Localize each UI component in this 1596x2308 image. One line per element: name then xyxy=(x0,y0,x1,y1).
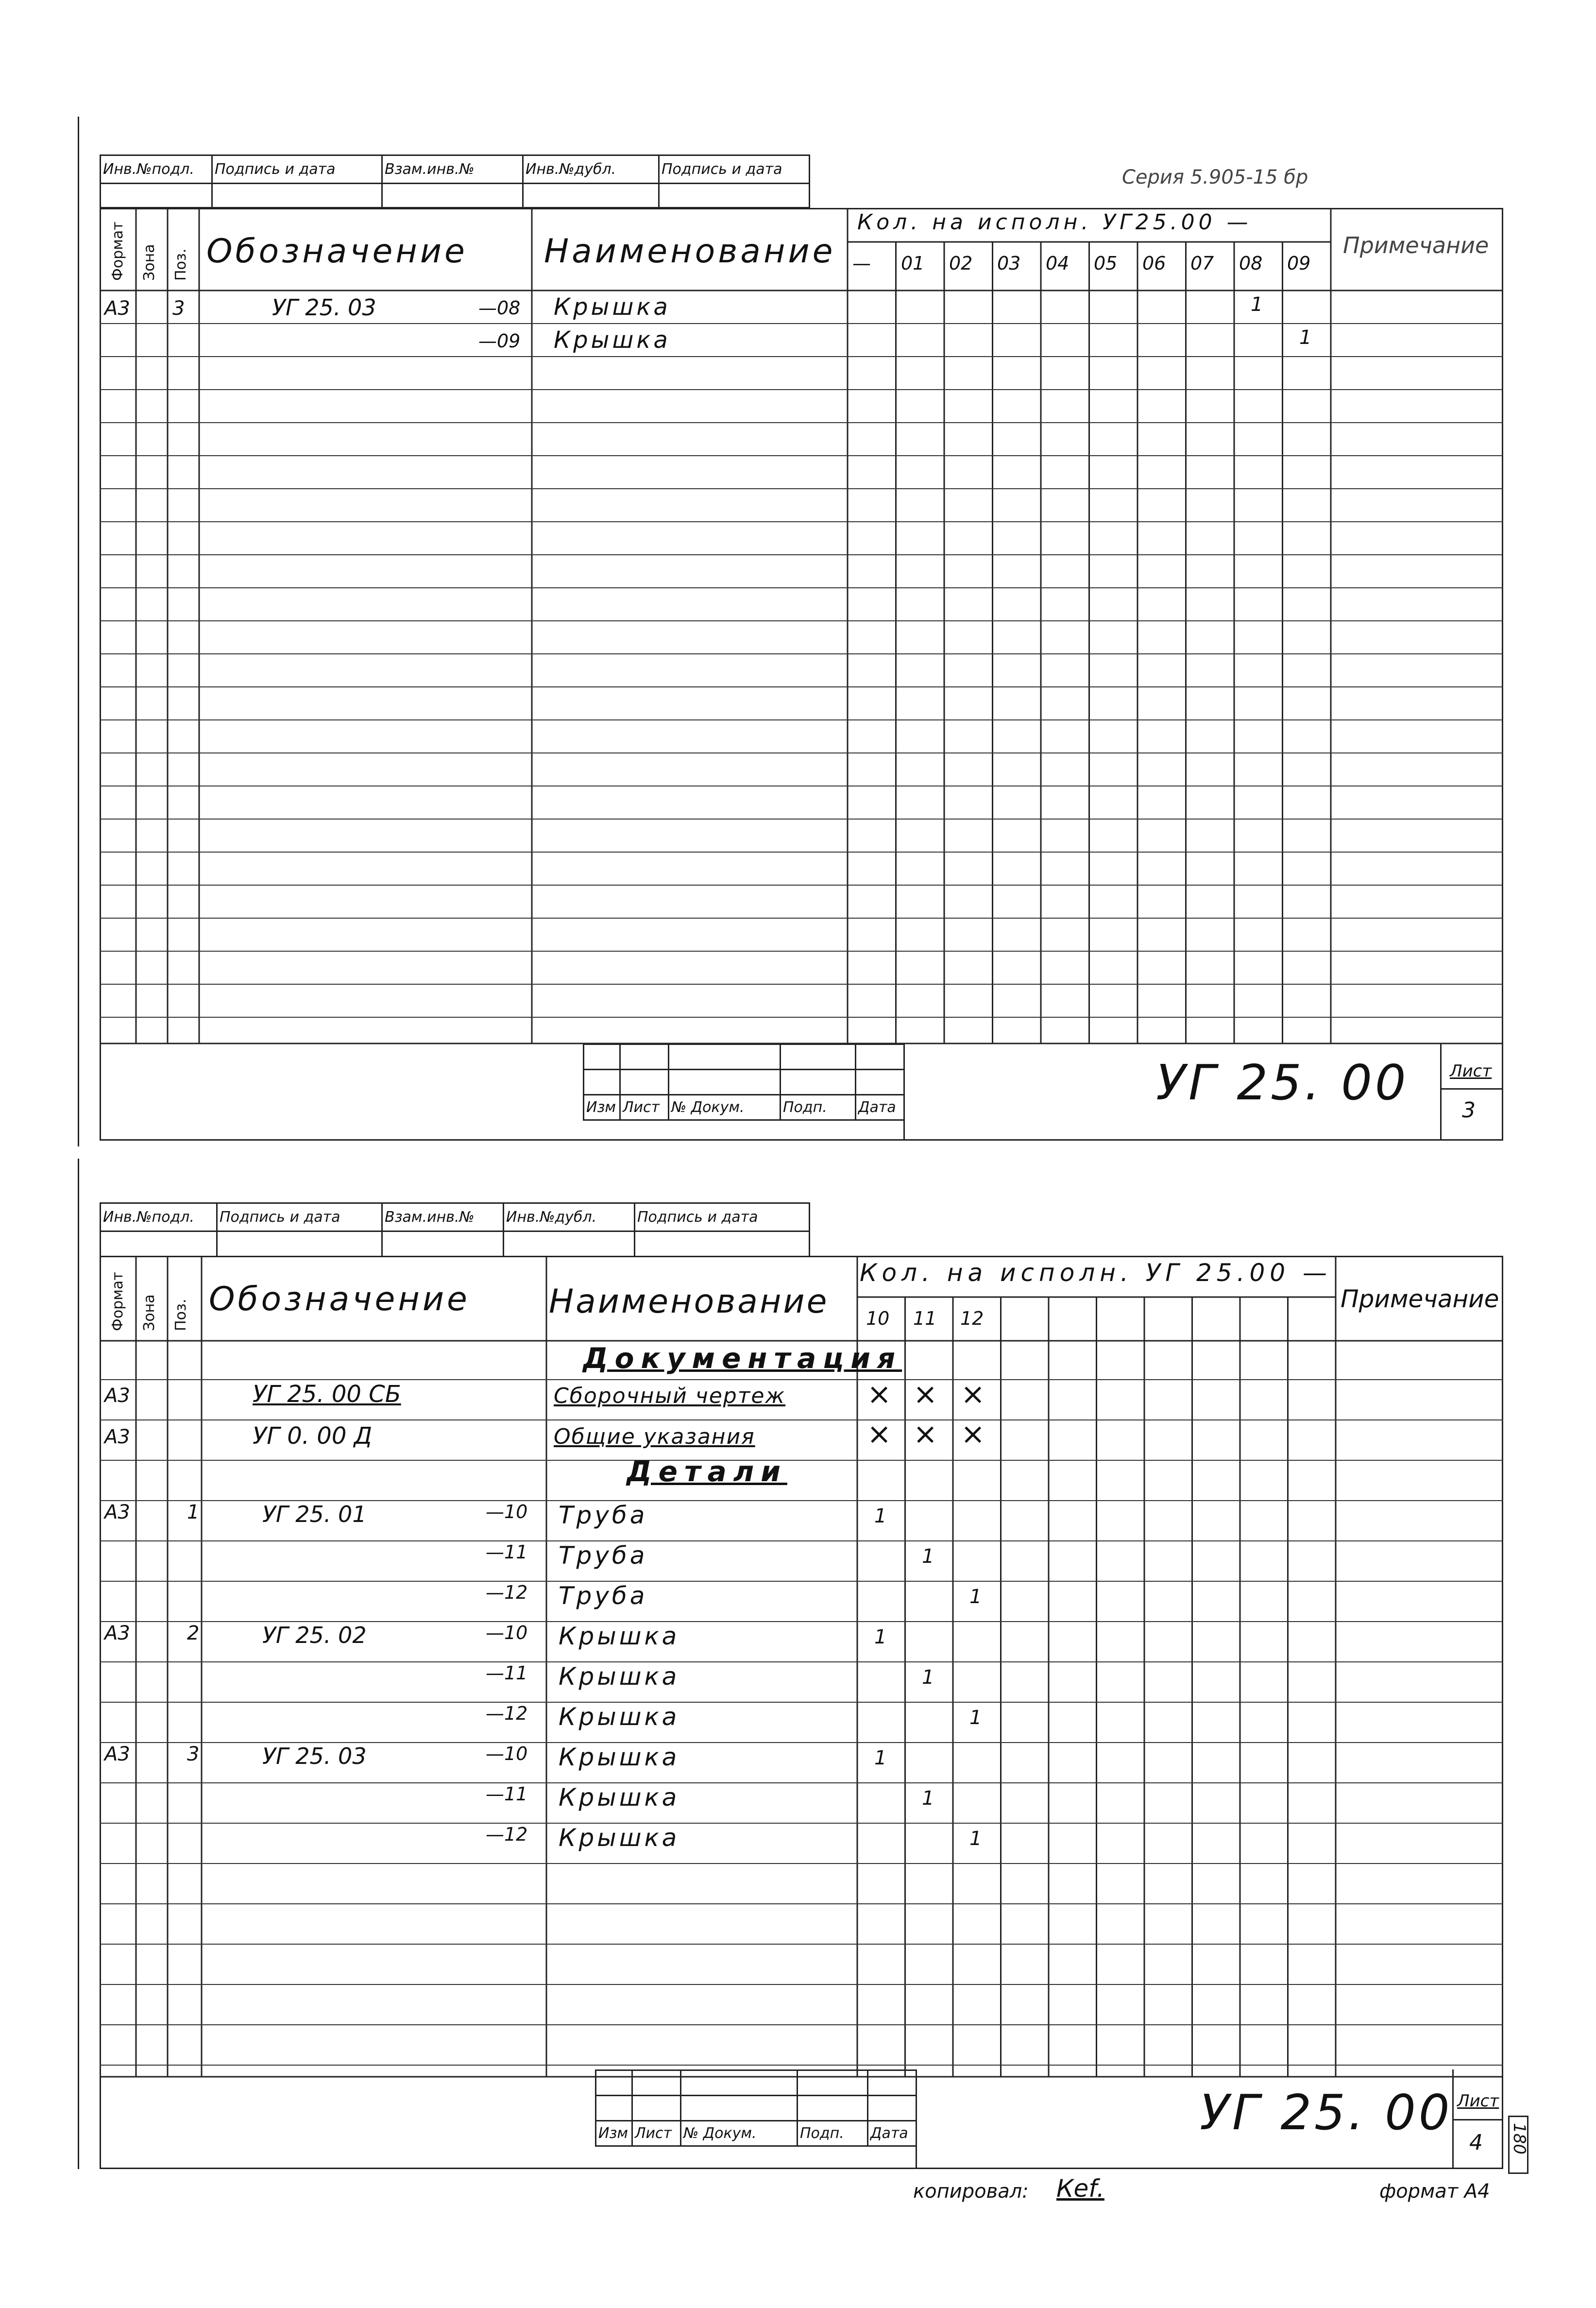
part-row-name: Крышка xyxy=(559,1743,680,1771)
sheet3-variant-2: 02 xyxy=(949,253,973,274)
stamp-dup-inv: Инв.№дубл. xyxy=(523,155,659,184)
stamp4-inv-no: Инв.№подл. xyxy=(101,1203,217,1231)
sheet3-row2-name: Крышка xyxy=(554,326,671,354)
sheet3-col-zone: Зона xyxy=(141,244,158,281)
sheet4-section-parts: Детали xyxy=(627,1455,787,1488)
stamp-sign-date: Подпись и дата xyxy=(212,155,382,184)
sheet4-section-docs: Документация xyxy=(583,1342,902,1375)
part-row-variant: —12 xyxy=(486,1582,528,1603)
part-row-format: А3 xyxy=(104,1743,130,1765)
sheet3-grid xyxy=(100,208,1503,1141)
sheet4-doc1-name: Сборочный чертеж xyxy=(554,1384,786,1408)
tb3-sheet: Лист xyxy=(620,1095,669,1120)
sheet4-sheet-label: Лист xyxy=(1457,2091,1499,2111)
sheet3-col-name: Наименование xyxy=(544,232,836,271)
sheet4-col-format: Формат xyxy=(109,1272,126,1331)
sheet3-col-format: Формат xyxy=(109,222,126,281)
part-row-name: Крышка xyxy=(559,1622,680,1650)
part-row-format: А3 xyxy=(104,1622,130,1644)
sheet3-sheet-number: 3 xyxy=(1462,1098,1476,1123)
sheet3-col-pos: Поз. xyxy=(172,248,189,281)
part-row-qty: 1 xyxy=(874,1747,887,1769)
sheet3-archive-stamp xyxy=(100,154,810,208)
stamp4-dup-inv: Инв.№дубл. xyxy=(504,1203,635,1231)
sheet3-variant-6: 06 xyxy=(1142,253,1166,274)
part-row-variant: —10 xyxy=(486,1622,528,1643)
sheet4-col-pos: Поз. xyxy=(172,1299,189,1331)
side-number: 180 xyxy=(1510,2123,1529,2154)
sheet4-doc-code: УГ 25. 00 xyxy=(1200,2084,1453,2141)
part-row-variant: —10 xyxy=(486,1501,528,1522)
sheet3-col-note: Примечание xyxy=(1343,232,1489,258)
tb4-date: Дата xyxy=(868,2121,917,2146)
sheet3-row1-name: Крышка xyxy=(554,293,671,321)
sheet4-doc2-mark-11: × xyxy=(913,1417,938,1451)
part-row-pos: 1 xyxy=(187,1501,200,1523)
stamp4-sign-date: Подпись и дата xyxy=(217,1203,382,1231)
sheet4-doc2-mark-10: × xyxy=(867,1417,892,1451)
footer-copied-signature: Кеf. xyxy=(1056,2174,1104,2203)
part-row-variant: —12 xyxy=(486,1824,528,1845)
sheet4-doc1-mark-11: × xyxy=(913,1377,938,1411)
sheet4-title-block-table xyxy=(595,2069,917,2147)
sheet3-variant-0: — xyxy=(852,253,871,274)
sheet4-doc2-name: Общие указания xyxy=(554,1424,755,1449)
part-row-variant: —11 xyxy=(486,1662,528,1684)
sheet4-variant-11: 11 xyxy=(913,1308,937,1329)
sheet3-row1-format: А3 xyxy=(104,297,130,320)
sheet4-archive-stamp xyxy=(100,1202,810,1257)
sheet4-doc2-code: УГ 0. 00 Д xyxy=(253,1422,373,1450)
part-row-qty: 1 xyxy=(922,1545,934,1568)
tb3-date: Дата xyxy=(856,1095,904,1120)
sheet3-variant-5: 05 xyxy=(1094,253,1118,274)
part-row-pos: 2 xyxy=(187,1622,200,1644)
sheet3-row2-variant: —09 xyxy=(478,330,521,352)
sheet3-row1-code: УГ 25. 03 xyxy=(272,294,376,321)
part-row-code: УГ 25. 02 xyxy=(262,1622,367,1648)
sheet4-col-designation: Обозначение xyxy=(209,1280,470,1318)
sheet3-qty-title: Кол. на исполн. УГ25.00 — xyxy=(857,210,1252,235)
tb4-signature: Подп. xyxy=(798,2121,868,2146)
part-row-code: УГ 25. 03 xyxy=(262,1743,367,1769)
part-row-qty: 1 xyxy=(969,1828,982,1850)
sheet3-series: Серия 5.905-15 бр xyxy=(1122,166,1308,188)
sheet3-variant-3: 03 xyxy=(997,253,1021,274)
footer-format: формат А4 xyxy=(1379,2180,1490,2203)
part-row-qty: 1 xyxy=(969,1707,982,1729)
stamp-replaced-inv: Взам.инв.№ xyxy=(382,155,523,184)
sheet3-sheet-label: Лист xyxy=(1450,1061,1492,1081)
part-row-name: Крышка xyxy=(559,1824,680,1852)
part-row-qty: 1 xyxy=(922,1666,934,1689)
stamp-inv-no: Инв.№подл. xyxy=(101,155,212,184)
sheet3-variant-row xyxy=(848,242,1331,291)
sheet3-variant-8: 08 xyxy=(1239,253,1263,274)
sheet3-title-block-table xyxy=(583,1043,905,1121)
sheet4-sheet-number: 4 xyxy=(1469,2130,1483,2155)
sheet3-col-designation: Обозначение xyxy=(206,232,468,271)
sheet4-col-zone: Зона xyxy=(141,1294,158,1331)
part-row-name: Крышка xyxy=(559,1662,680,1691)
part-row-qty: 1 xyxy=(874,1505,887,1527)
sheet3-row1-pos: 3 xyxy=(172,297,185,320)
part-row-qty: 1 xyxy=(969,1586,982,1608)
part-row-format: А3 xyxy=(104,1501,130,1523)
tb3-doc-no: № Докум. xyxy=(669,1095,781,1120)
sheet3-variant-1: 01 xyxy=(901,253,925,274)
sheet4-left-rule xyxy=(78,1159,79,2169)
stamp4-sign-date-2: Подпись и дата xyxy=(635,1203,810,1231)
part-row-name: Труба xyxy=(559,1582,648,1610)
sheet4-qty-title: Кол. на исполн. УГ 25.00 — xyxy=(860,1259,1332,1287)
sheet4-doc1-mark-12: × xyxy=(961,1377,985,1411)
part-row-name: Труба xyxy=(559,1541,648,1570)
sheet3-variant-7: 07 xyxy=(1190,253,1214,274)
part-row-name: Крышка xyxy=(559,1703,680,1731)
sheet3-row2-qty: 1 xyxy=(1299,326,1312,349)
sheet3-row1-variant: —08 xyxy=(478,297,521,319)
part-row-variant: —11 xyxy=(486,1783,528,1805)
sheet4-doc2-format: А3 xyxy=(104,1426,130,1448)
part-row-name: Крышка xyxy=(559,1783,680,1812)
sheet4-col-note: Примечание xyxy=(1341,1285,1499,1313)
sheet3-doc-code: УГ 25. 00 xyxy=(1156,1054,1409,1111)
sheet4-col-name: Наименование xyxy=(549,1282,829,1321)
sheet4-variant-row xyxy=(857,1297,1003,1341)
sheet3-variant-9: 09 xyxy=(1287,253,1311,274)
sheet3-row1-qty: 1 xyxy=(1251,293,1263,316)
tb3-change: Изм xyxy=(584,1095,620,1120)
sheet3-left-rule xyxy=(78,117,79,1146)
part-row-name: Труба xyxy=(559,1501,648,1529)
part-row-pos: 3 xyxy=(187,1743,200,1765)
stamp-sign-date-2: Подпись и дата xyxy=(659,155,810,184)
sheet4-variant-12: 12 xyxy=(960,1308,984,1329)
sheet4-doc1-format: А3 xyxy=(104,1385,130,1407)
footer-copied-label: копировал: xyxy=(913,2180,1029,2203)
tb4-sheet: Лист xyxy=(632,2121,681,2146)
part-row-variant: —10 xyxy=(486,1743,528,1764)
stamp4-replaced-inv: Взам.инв.№ xyxy=(382,1203,504,1231)
sheet4-doc2-mark-12: × xyxy=(961,1417,985,1451)
part-row-qty: 1 xyxy=(922,1787,934,1810)
part-row-variant: —12 xyxy=(486,1703,528,1724)
tb3-signature: Подп. xyxy=(781,1095,856,1120)
sheet4-variant-10: 10 xyxy=(866,1308,890,1329)
part-row-code: УГ 25. 01 xyxy=(262,1501,367,1527)
tb4-doc-no: № Докум. xyxy=(681,2121,798,2146)
sheet4-doc1-mark-10: × xyxy=(867,1377,892,1411)
tb4-change: Изм xyxy=(596,2121,632,2146)
sheet3-variant-4: 04 xyxy=(1046,253,1070,274)
part-row-qty: 1 xyxy=(874,1626,887,1648)
sheet4-doc1-code: УГ 25. 00 СБ xyxy=(253,1381,401,1408)
part-row-variant: —11 xyxy=(486,1541,528,1563)
